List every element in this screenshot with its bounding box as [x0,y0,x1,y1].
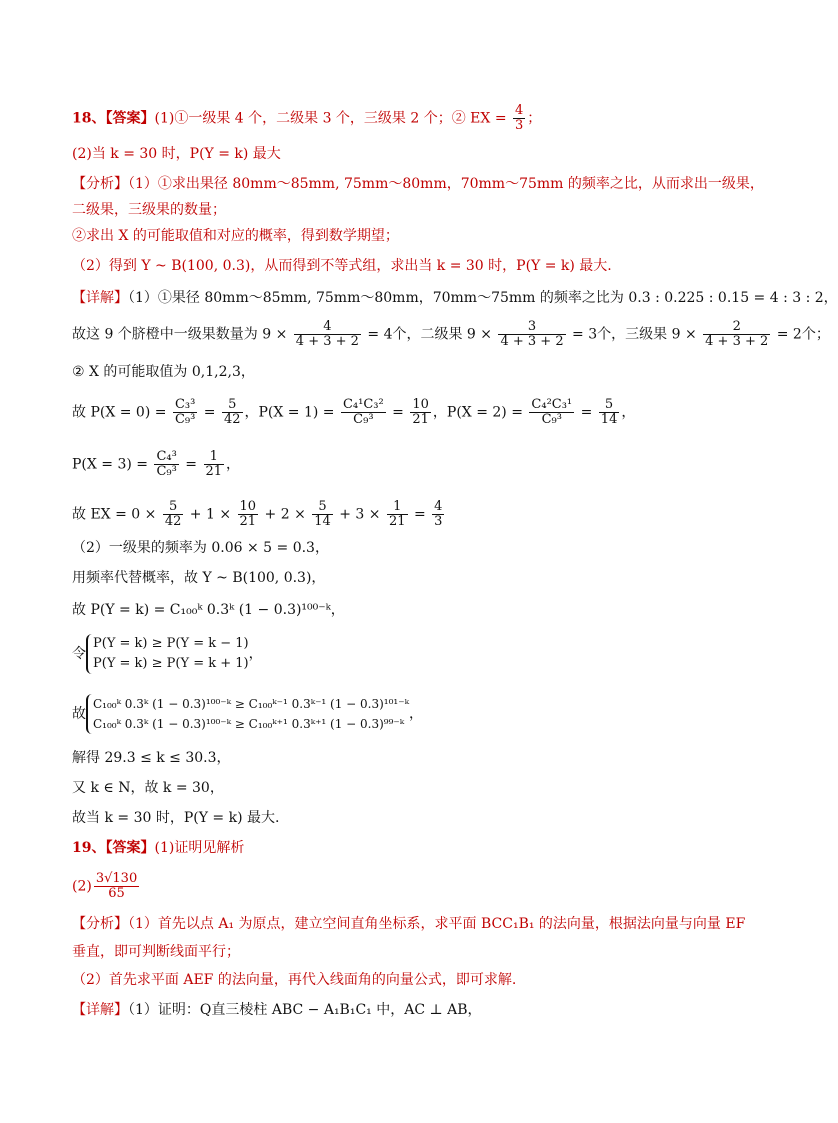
q18-p3-line: P(X = 3) = $\frac{\text{C₄³}}{\text{C₉³}}$ = $\frac{1}{21}$ ， [72,449,241,479]
q18-analysis-heading: 【分析】 [72,176,128,192]
q18-analysis-line-2: 二级果，三级果的数量； [72,202,226,218]
q18-part2-line-6: 解得 29.3 ≤ k ≤ 30.3， [72,750,231,766]
q18-part2-line-3: 故 P(Y = k) = C₁₀₀ᵏ 0.3ᵏ (1 − 0.3)¹⁰⁰⁻ᵏ， [72,602,345,618]
q18-inequality-system-1: 令 P(Y = k) ≥ P(Y = k − 1) P(Y = k) ≥ P(Y = k + 1) ， [72,634,263,674]
q19-detail-heading: 【详解】 [72,1002,128,1018]
q18-answer-part1: (1)①一级果 4 个，二级果 3 个，三级果 2 个；② EX = [154,110,512,127]
q18-answer-heading: 18、【答案】 [72,110,155,127]
q19-answer-heading: 19、【答案】 [72,840,155,856]
q19-analysis-heading: 【分析】 [72,916,128,932]
q18-detail-line-3: ② X 的可能取值为 0,1,2,3， [72,364,255,380]
q18-analysis-line-3: ②求出 X 的可能取值和对应的概率，得到数学期望； [72,228,399,244]
q18-detail-line-1: 【详解】（1）①果径 80mm～85mm, 75mm～80mm，70mm～75mm 的频率之比为 0.3 : 0.225 : 0.15 = 4 : 3 : 2， [72,290,838,306]
q18-part2-line-7: 又 k ∈ N，故 k = 30， [72,780,224,796]
q19-answer-line-1: 19、【答案】(1)证明见解析 [72,840,245,856]
q19-analysis-line-3: （2）首先求平面 AEF 的法向量，再代入线面角的向量公式，即可求解. [72,972,517,988]
q19-analysis-line-2: 垂直，即可判断线面平行； [72,944,240,960]
q18-part2-line-1: （2）一级果的频率为 0.06 × 5 = 0.3， [72,540,329,556]
q18-answer-line-2: (2)当 k = 30 时，P(Y = k) 最大 [72,146,281,162]
q18-part2-line-8: 故当 k = 30 时，P(Y = k) 最大. [72,810,280,826]
q18-answer-line-1: 18、【答案】(1)①一级果 4 个，二级果 3 个，三级果 2 个；② EX = $\frac{4}{3}$ ； [72,103,542,133]
q19-analysis-line-1: 【分析】（1）首先以点 A₁ 为原点，建立空间直角坐标系，求平面 BCC₁B₁ 的法向量，根据法向量与向量 EF [72,916,746,932]
q18-expectation-line: 故 EX = 0 × $\frac{5}{42}$ + 1 × $\frac{10}{21}$ + 2 × $\frac{5}{14}$ + 3 × $\frac{1}{21}$ = $\frac{4}{3}$ [72,499,443,529]
q18-inequality-system-2: 故 C₁₀₀ᵏ 0.3ᵏ (1 − 0.3)¹⁰⁰⁻ᵏ ≥ C₁₀₀ᵏ⁻¹ 0.3ᵏ⁻¹ (1 − 0.3)¹⁰¹⁻ᵏ C₁₀₀ᵏ 0.3ᵏ (1 − 0.3)¹⁰⁰⁻ᵏ ≥ C₁₀₀ᵏ⁺¹ 0.3ᵏ⁺¹ (1 − 0.3)⁹⁹⁻ᵏ ， [72,694,423,734]
q19-answer-line-2: (2) $\frac{3√130}{65}$ [72,871,138,901]
q18-ex-fraction: $\frac{4}{3}$ [515,103,524,133]
q18-detail-line-2: 故这 9 个脐橙中一级果数量为 9 × $\frac{4}{4 + 3 + 2}$ = 4个，二级果 9 × $\frac{3}{4 + 3 + 2}$ = 3个，三级果 9 × $\frac{2}{4 + 3 + 2}$ = 2个； [72,319,830,349]
q18-detail-heading: 【详解】 [72,290,128,306]
q18-probabilities-line: 故 P(X = 0) = $\frac{\text{C₃³}}{\text{C₉³}}$ = $\frac{5}{42}$ ，P(X = 1) = $\frac{\text{C₄¹C₃²}}{\text{C₉³}}$ = $\frac{10}{21}$ ，P(X = 2) = $\frac{\text{C₄²C₃¹}}{\text{C₉³}}$ = $\frac{5}{14}$ ， [72,397,636,427]
q19-detail-line-1: 【详解】（1）证明：Q直三棱柱 ABC − A₁B₁C₁ 中，AC ⊥ AB， [72,1002,482,1018]
q18-analysis-line-1: 【分析】（1）①求出果径 80mm～85mm, 75mm～80mm，70mm～75mm 的频率之比，从而求出一级果， [72,176,764,192]
q18-part2-line-2: 用频率代替概率，故 Y ~ B(100, 0.3)， [72,570,326,586]
q18-analysis-line-4: （2）得到 Y ~ B(100, 0.3)，从而得到不等式组，求出当 k = 30 时，P(Y = k) 最大. [72,258,612,274]
